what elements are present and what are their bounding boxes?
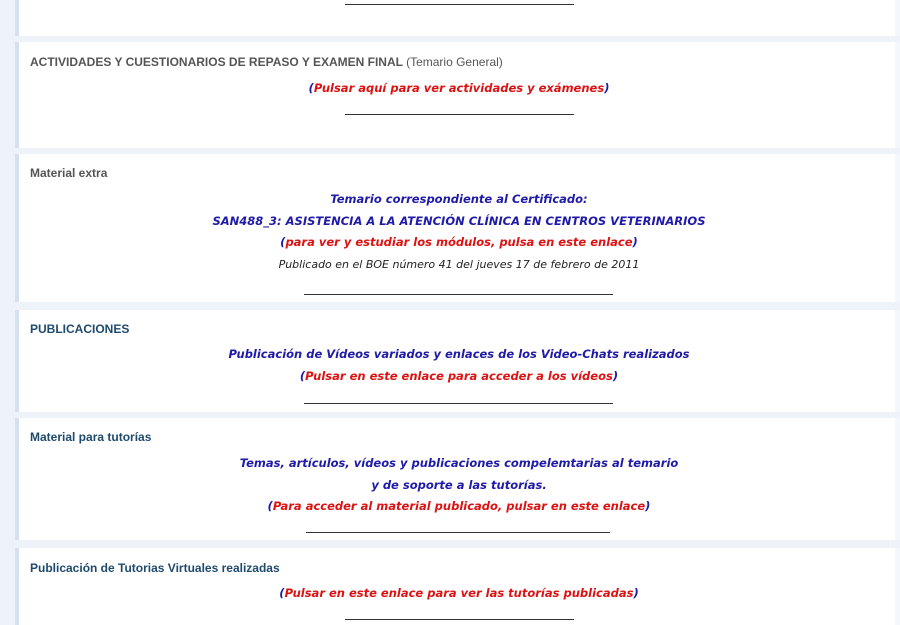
videos-link-line: (Pulsar en este enlace para acceder a los vídeos) bbox=[299, 369, 619, 383]
divider-line bbox=[345, 4, 574, 5]
section-actividades bbox=[15, 42, 895, 148]
boe-note: Publicado en el BOE número 41 del jueves 17 de febrero de 2011 bbox=[278, 258, 640, 271]
tutorias-material-link-line: (Para acceder al material publicado, pulsar en este enlace) bbox=[267, 499, 651, 513]
actividades-link[interactable]: Pulsar aquí para ver actividades y exámenes bbox=[313, 81, 605, 95]
section-title: Publicación de Tutorias Virtuales realizadas bbox=[30, 561, 280, 575]
divider-line bbox=[345, 619, 574, 620]
section-title: Material extra bbox=[30, 166, 108, 180]
divider-line bbox=[345, 114, 574, 115]
videos-line: Publicación de Vídeos variados y enlaces de los Video-Chats realizados bbox=[228, 347, 690, 361]
section-title: Material para tutorías bbox=[30, 430, 152, 444]
divider-line bbox=[304, 403, 613, 404]
soporte-line: y de soporte a las tutorías. bbox=[371, 478, 547, 492]
section-material-extra bbox=[15, 154, 895, 302]
divider-line bbox=[304, 294, 613, 295]
temas-line: Temas, artículos, vídeos y publicaciones compelemtarias al temario bbox=[239, 456, 679, 470]
tutorias-link[interactable]: Pulsar en este enlace para ver las tutorías publicadas bbox=[284, 586, 634, 600]
videos-link[interactable]: Pulsar en este enlace para acceder a los vídeos bbox=[305, 369, 613, 383]
temario-line: Temario correspondiente al Certificado: bbox=[330, 192, 588, 206]
section-title-main: ACTIVIDADES Y CUESTIONARIOS DE REPASO Y EXAMEN FINAL bbox=[30, 55, 403, 69]
section-tutorias-virtuales bbox=[15, 548, 895, 625]
tutorias-material-link[interactable]: Para acceder al material publicado, pulsar en este enlace bbox=[272, 499, 646, 513]
actividades-link-line: (Pulsar aquí para ver actividades y exámenes) bbox=[308, 81, 610, 95]
modulos-link-line: (para ver y estudiar los módulos, pulsa en este enlace) bbox=[280, 235, 638, 249]
section-top-partial bbox=[15, 0, 895, 36]
section-title: PUBLICACIONES bbox=[30, 322, 130, 336]
tutorias-link-line: (Pulsar en este enlace para ver las tutorías publicadas) bbox=[279, 586, 639, 600]
modulos-link[interactable]: para ver y estudiar los módulos, pulsa en este enlace bbox=[285, 235, 633, 249]
section-title-sub: (Temario General) bbox=[406, 55, 503, 69]
certificado-line: SAN488_3: ASISTENCIA A LA ATENCIÓN CLÍNICA EN CENTROS VETERINARIOS bbox=[212, 214, 706, 228]
section-title bbox=[30, 55, 503, 69]
section-material-tutorias bbox=[15, 418, 895, 540]
divider-line bbox=[306, 532, 610, 533]
section-publicaciones bbox=[15, 310, 895, 412]
